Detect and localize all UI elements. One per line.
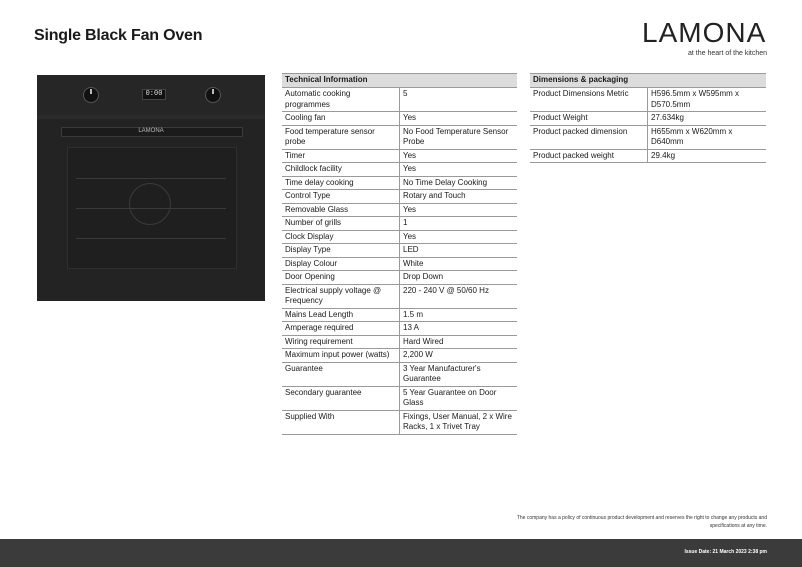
- spec-label: Door Opening: [282, 271, 400, 285]
- spec-label: Food temperature sensor probe: [282, 125, 400, 149]
- spec-label: Product packed dimension: [530, 125, 648, 149]
- technical-information-table: [282, 73, 517, 435]
- spec-value: No Food Temperature Sensor Probe: [400, 125, 518, 149]
- spec-row: [282, 149, 517, 163]
- spec-row: [530, 125, 766, 149]
- spec-value: Yes: [400, 203, 518, 217]
- issue-date: Issue Date: 21 March 2023 2:38 pm: [684, 549, 767, 555]
- spec-value: 13 A: [400, 322, 518, 336]
- spec-value: No Time Delay Cooking: [400, 176, 518, 190]
- spec-label: Cooling fan: [282, 112, 400, 126]
- spec-label: Mains Lead Length: [282, 308, 400, 322]
- spec-value: Yes: [400, 112, 518, 126]
- fan-icon: [129, 183, 171, 225]
- spec-row: [282, 308, 517, 322]
- spec-row: [530, 112, 766, 126]
- spec-value: 1.5 m: [400, 308, 518, 322]
- spec-value: White: [400, 257, 518, 271]
- spec-row: [282, 230, 517, 244]
- spec-row: [282, 176, 517, 190]
- spec-label: Display Colour: [282, 257, 400, 271]
- spec-value: 5 Year Guarantee on Door Glass: [400, 386, 518, 410]
- spec-value: Fixings, User Manual, 2 x Wire Racks, 1 x Trivet Tray: [400, 410, 518, 434]
- spec-row: [282, 386, 517, 410]
- spec-row: [530, 88, 766, 112]
- dimensions-heading: Dimensions & packaging: [530, 74, 766, 88]
- spec-label: Electrical supply voltage @ Frequency: [282, 284, 400, 308]
- technical-heading: Technical Information: [282, 74, 517, 88]
- right-knob-icon: [205, 87, 221, 103]
- spec-value: H655mm x W620mm x D640mm: [648, 125, 767, 149]
- spec-row: [282, 217, 517, 231]
- spec-row: [282, 410, 517, 434]
- spec-value: 29.4kg: [648, 149, 767, 163]
- spec-label: Clock Display: [282, 230, 400, 244]
- spec-value: 5: [400, 88, 518, 112]
- spec-row: [282, 125, 517, 149]
- spec-label: Time delay cooking: [282, 176, 400, 190]
- spec-value: Drop Down: [400, 271, 518, 285]
- spec-row: [282, 335, 517, 349]
- footer-bar: [0, 539, 802, 567]
- spec-value: 220 - 240 V @ 50/60 Hz: [400, 284, 518, 308]
- spec-row: [282, 244, 517, 258]
- control-panel: [37, 75, 265, 115]
- spec-value: Hard Wired: [400, 335, 518, 349]
- spec-value: Yes: [400, 163, 518, 177]
- brand-name: LAMONA: [642, 17, 767, 48]
- spec-label: Supplied With: [282, 410, 400, 434]
- spec-label: Maximum input power (watts): [282, 349, 400, 363]
- spec-label: Removable Glass: [282, 203, 400, 217]
- oven-product-image: [37, 75, 265, 301]
- spec-row: [282, 190, 517, 204]
- spec-row: [282, 362, 517, 386]
- spec-row: [282, 271, 517, 285]
- spec-value: 3 Year Manufacturer's Guarantee: [400, 362, 518, 386]
- spec-label: Wiring requirement: [282, 335, 400, 349]
- spec-row: [282, 257, 517, 271]
- spec-value: 2,200 W: [400, 349, 518, 363]
- spec-value: H596.5mm x W595mm x D570.5mm: [648, 88, 767, 112]
- spec-row: [282, 203, 517, 217]
- clock-display: 0:00: [142, 89, 166, 100]
- spec-label: Amperage required: [282, 322, 400, 336]
- disclaimer-text: The company has a policy of continuous product development and reserves the right to change any products and specifications at any time.: [516, 515, 767, 529]
- wire-rack: [76, 238, 226, 239]
- wire-rack: [76, 178, 226, 179]
- spec-label: Display Type: [282, 244, 400, 258]
- spec-row: [282, 349, 517, 363]
- left-knob-icon: [83, 87, 99, 103]
- spec-row: [530, 149, 766, 163]
- spec-row: [282, 88, 517, 112]
- spec-row: [282, 163, 517, 177]
- spec-value: Yes: [400, 149, 518, 163]
- spec-label: Childlock facility: [282, 163, 400, 177]
- spec-value: Yes: [400, 230, 518, 244]
- spec-label: Timer: [282, 149, 400, 163]
- spec-label: Product Dimensions Metric: [530, 88, 648, 112]
- spec-value: LED: [400, 244, 518, 258]
- spec-label: Product Weight: [530, 112, 648, 126]
- spec-value: 27.634kg: [648, 112, 767, 126]
- spec-label: Product packed weight: [530, 149, 648, 163]
- spec-row: [282, 322, 517, 336]
- brand-tagline: at the heart of the kitchen: [688, 50, 767, 57]
- page-title: Single Black Fan Oven: [34, 27, 203, 44]
- door-brand-label: LAMONA: [138, 128, 164, 134]
- dimensions-packaging-table: [530, 73, 766, 163]
- spec-value: Rotary and Touch: [400, 190, 518, 204]
- brand-logo: [642, 18, 767, 57]
- spec-label: Secondary guarantee: [282, 386, 400, 410]
- spec-row: [282, 112, 517, 126]
- spec-row: [282, 284, 517, 308]
- spec-label: Guarantee: [282, 362, 400, 386]
- spec-value: 1: [400, 217, 518, 231]
- spec-label: Automatic cooking programmes: [282, 88, 400, 112]
- spec-label: Number of grills: [282, 217, 400, 231]
- spec-label: Control Type: [282, 190, 400, 204]
